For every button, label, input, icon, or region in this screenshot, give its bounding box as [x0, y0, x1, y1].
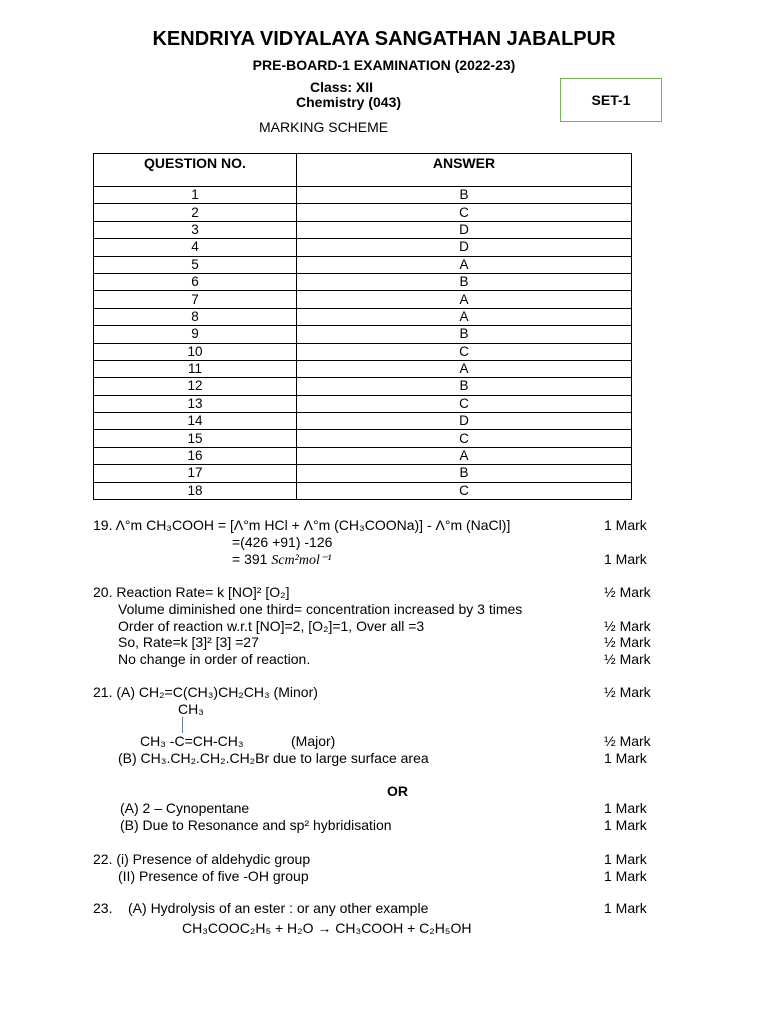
- question-no-header: QUESTION NO.: [94, 154, 297, 187]
- q20-line4: So, Rate=k [3]² [3] =27: [118, 634, 259, 650]
- q23-equation: CH₃COOC₂H₅ + H₂O → CH₃COOH + C₂H₅OH: [182, 920, 472, 936]
- q20-line1: 20. Reaction Rate= k [NO]² [O₂]: [93, 584, 290, 600]
- exam-title: PRE-BOARD-1 EXAMINATION (2022-23): [252, 57, 516, 73]
- answer-cell: D: [297, 413, 632, 430]
- table-row: [94, 273, 632, 290]
- answer-cell: A: [297, 308, 632, 325]
- table-row: [94, 430, 632, 447]
- q20-line3: Order of reaction w.r.t [NO]=2, [O₂]=1, Over all =3: [118, 618, 425, 634]
- mcq-table-body: [94, 187, 632, 500]
- answer-cell: C: [297, 482, 632, 499]
- answer-cell: A: [297, 360, 632, 377]
- question-no-cell: 5: [94, 256, 297, 273]
- q21-line2: CH₃ -C=CH-CH₃: [140, 733, 244, 749]
- q21-or-mark1: 1 Mark: [604, 800, 647, 816]
- question-no-cell: 14: [94, 413, 297, 430]
- answer-cell: D: [297, 239, 632, 256]
- answer-cell: C: [297, 204, 632, 221]
- question-no-cell: 11: [94, 360, 297, 377]
- question-no-cell: 7: [94, 291, 297, 308]
- question-no-cell: 12: [94, 378, 297, 395]
- q19-line2: =(426 +91) -126: [232, 534, 333, 550]
- question-no-cell: 8: [94, 308, 297, 325]
- answer-cell: C: [297, 395, 632, 412]
- question-no-cell: 15: [94, 430, 297, 447]
- q21-line3: (B) CH₃.CH₂.CH₂.CH₂Br due to large surface area: [118, 750, 429, 766]
- q20-line5: No change in order of reaction.: [118, 651, 311, 667]
- answer-cell: D: [297, 221, 632, 238]
- bond-line: [182, 717, 183, 733]
- table-row: [94, 413, 632, 430]
- answer-cell: B: [297, 187, 632, 204]
- answer-cell: B: [297, 378, 632, 395]
- q19-line3: [232, 551, 331, 569]
- subject-label: Chemistry (043): [296, 94, 402, 110]
- q19-mark2: 1 Mark: [604, 551, 647, 567]
- answer-cell: C: [297, 430, 632, 447]
- table-row: [94, 291, 632, 308]
- mcq-answer-table: [93, 153, 632, 500]
- q21-or-line1: (A) 2 – Cynopentane: [120, 800, 250, 816]
- answer-cell: C: [297, 343, 632, 360]
- question-no-cell: 18: [94, 482, 297, 499]
- table-row: [94, 326, 632, 343]
- q19-unit: Scm²mol⁻¹: [271, 553, 332, 568]
- q22-mark2: 1 Mark: [604, 868, 647, 884]
- question-no-cell: 16: [94, 447, 297, 464]
- table-row: [94, 239, 632, 256]
- question-no-cell: 4: [94, 239, 297, 256]
- question-no-cell: 2: [94, 204, 297, 221]
- q21-mark2: ½ Mark: [604, 733, 651, 749]
- q21-or-line2: (B) Due to Resonance and sp² hybridisation: [120, 817, 392, 833]
- question-no-cell: 13: [94, 395, 297, 412]
- q19-line1: 19. Λ°m CH₃COOH = [Λ°m HCl + Λ°m (CH₃COONa)] - Λ°m (NaCl)]: [93, 517, 511, 533]
- class-label: Class: XII: [310, 79, 374, 95]
- q22-mark1: 1 Mark: [604, 851, 647, 867]
- q21-mark1: ½ Mark: [604, 684, 651, 700]
- or-label: OR: [387, 783, 408, 799]
- q23-line1: 23. (A) Hydrolysis of an ester : or any other example: [93, 900, 429, 916]
- table-row: [94, 465, 632, 482]
- table-row: [94, 256, 632, 273]
- q20-mark3: ½ Mark: [604, 618, 651, 634]
- table-row: [94, 378, 632, 395]
- answer-cell: B: [297, 465, 632, 482]
- school-title: KENDRIYA VIDYALAYA SANGATHAN JABALPUR: [152, 28, 616, 50]
- q23-mark1: 1 Mark: [604, 900, 647, 916]
- table-header-row: [94, 154, 632, 187]
- table-row: [94, 221, 632, 238]
- scheme-label: MARKING SCHEME: [259, 119, 389, 135]
- table-row: [94, 308, 632, 325]
- question-no-cell: 9: [94, 326, 297, 343]
- answer-header: ANSWER: [297, 154, 632, 187]
- answer-cell: A: [297, 447, 632, 464]
- table-row: [94, 187, 632, 204]
- answer-cell: A: [297, 291, 632, 308]
- q21-line1: 21. (A) CH₂=C(CH₃)CH₂CH₃ (Minor): [93, 684, 318, 700]
- q20-mark5: ½ Mark: [604, 651, 651, 667]
- q20-mark1: ½ Mark: [604, 584, 651, 600]
- q21-major-label: (Major): [291, 733, 336, 749]
- set-badge: SET-1: [560, 78, 662, 122]
- answer-cell: B: [297, 326, 632, 343]
- table-row: [94, 447, 632, 464]
- table-row: [94, 343, 632, 360]
- table-row: [94, 360, 632, 377]
- q21-mark3: 1 Mark: [604, 750, 647, 766]
- q21-or-mark2: 1 Mark: [604, 817, 647, 833]
- answer-cell: A: [297, 256, 632, 273]
- question-no-cell: 10: [94, 343, 297, 360]
- table-row: [94, 204, 632, 221]
- table-row: [94, 395, 632, 412]
- question-no-cell: 3: [94, 221, 297, 238]
- question-no-cell: 1: [94, 187, 297, 204]
- q21-branch: CH₃: [178, 701, 204, 717]
- q22-line1: 22. (i) Presence of aldehydic group: [93, 851, 311, 867]
- table-row: [94, 482, 632, 499]
- q20-line2: Volume diminished one third= concentration increased by 3 times: [118, 601, 523, 617]
- question-no-cell: 6: [94, 273, 297, 290]
- q22-line2: (II) Presence of five -OH group: [118, 868, 309, 884]
- answer-cell: B: [297, 273, 632, 290]
- q20-mark4: ½ Mark: [604, 634, 651, 650]
- q19-line3-value: = 391: [232, 551, 272, 567]
- question-no-cell: 17: [94, 465, 297, 482]
- q19-mark1: 1 Mark: [604, 517, 647, 533]
